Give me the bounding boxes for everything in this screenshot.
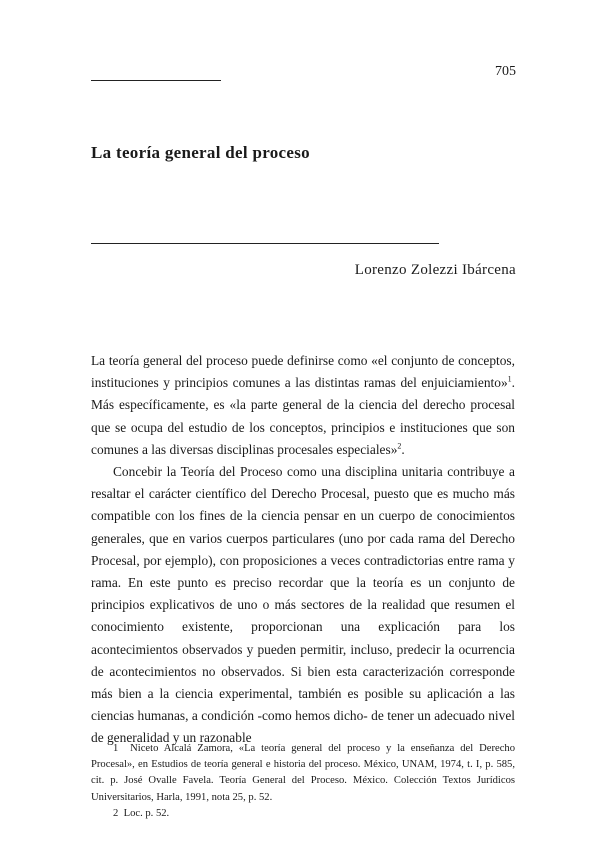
footnote-ref-2: 2 [397,441,402,451]
chapter-title: La teoría general del proceso [91,143,310,162]
page-number: 705 [495,64,516,79]
author-rule [91,243,439,244]
footnote-2-text: Loc. p. 52. [123,807,170,819]
footnote-ref-1: 1 [507,374,512,384]
paragraph-1-part-b: . Más específicamente, es «la parte general de la ciencia del derecho procesal que se ocupa del estudio de los conceptos, principios e instituciones que son comunes a las diversas disciplinas procesales especiales» [91,375,515,457]
author-name: Lorenzo Zolezzi Ibárcena [354,262,516,278]
footnote-2-number: 2 [113,807,119,819]
body-text [91,350,515,750]
top-rule [91,80,221,81]
paragraph-1-part-c: . [401,441,405,457]
footnote-1 [91,741,515,806]
paragraph-1-part-a: La teoría general del proceso puede definirse como «el conjunto de conceptos, instituciones y principios comunes a las distintas ramas del enjuiciamiento» [91,353,515,391]
footnotes [91,741,515,822]
footnote-2 [91,806,515,822]
footnote-1-text: Niceto Alcalá Zamora, «La teoría general del proceso y la enseñanza del Derecho Procesal», en Estudios de teoría general e historia del proceso. México, UNAM, 1974, t. I, p. 585, cit. p. José Ovalle Favela. Teoría General del Proceso. México. Colección Textos Jurídicos Universitarios, Harla, 1991, nota 25, p. 52. [91,743,515,803]
paragraph-1 [91,350,515,461]
footnote-1-number: 1 [113,743,119,754]
paragraph-2: Concebir la Teoría del Proceso como una disciplina unitaria contribuye a resaltar el carácter científico del Derecho Procesal, puesto que es mucho más compatible con los fines de la ciencia pensar en un cuerpo de conocimientos generales, que en varios cuerpos particulares (uno por cada rama del Derecho Procesal, por ejemplo), con proposiciones a veces contradictorias entre rama y rama. En este punto es preciso recordar que la teoría es un conjunto de principios explicativos de uno o más sectores de la realidad que resumen el conocimiento existente, proporcionan una explicación para los acontecimientos observados y pueden permitir, incluso, predecir la ocurrencia de acontecimientos no observados. Si bien esta caracterización corresponde más bien a la ciencia experimental, también es posible su aplicación a las ciencias humanas, a condición -como hemos dicho- de tener un adecuado nivel de generalidad y un razonable [91,464,515,746]
